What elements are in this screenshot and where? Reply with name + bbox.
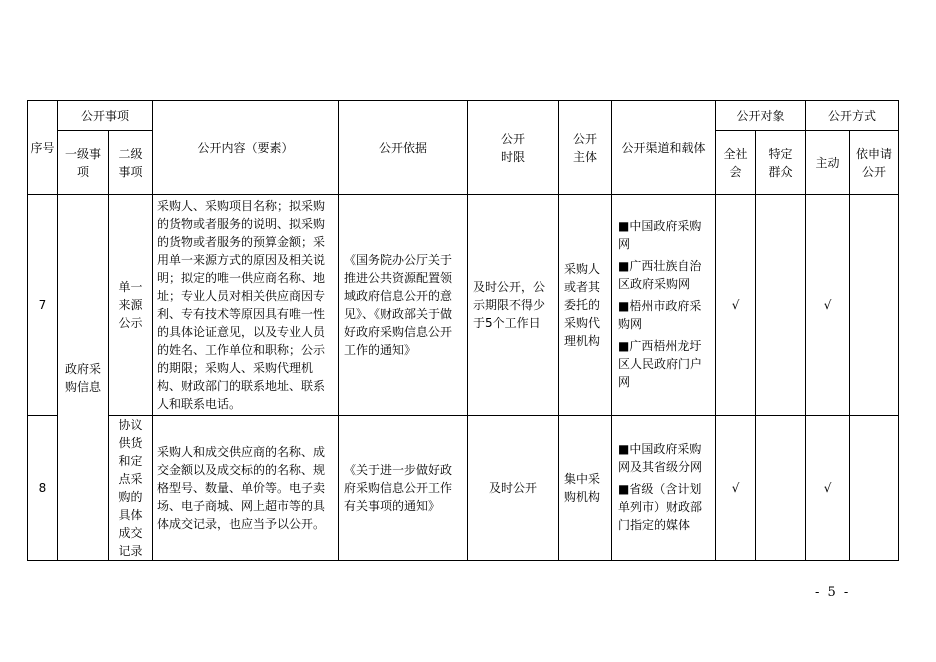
header-target: 公开对象 xyxy=(716,101,806,131)
header-subject xyxy=(559,101,612,195)
header-target-specific xyxy=(756,131,806,195)
channel-item: ■中国政府采购网 xyxy=(618,219,702,251)
header-subject-line1: 公开 xyxy=(573,131,598,146)
header-seq-text: 序号 xyxy=(30,140,55,155)
header-level2: 二级事项 xyxy=(109,131,153,195)
channel-item: ■省级（含计划单列市）财政部门指定的媒体 xyxy=(618,482,703,532)
row-target-specific xyxy=(756,195,806,416)
header-target-specific-line1: 特定 xyxy=(768,146,793,161)
header-level1: 一级事项 xyxy=(58,131,109,195)
row-channel xyxy=(612,195,716,416)
header-time-limit xyxy=(468,101,559,195)
header-subject-line2: 主体 xyxy=(573,149,598,164)
header-time-limit-line1: 公开 xyxy=(501,131,526,146)
row-time-limit: 及时公开 xyxy=(468,416,559,561)
header-seq xyxy=(28,101,58,195)
header-items: 公开事项 xyxy=(58,101,153,131)
row-method-active-check: √ xyxy=(806,416,850,561)
row-target-specific xyxy=(756,416,806,561)
table-row xyxy=(28,195,899,416)
header-method: 公开方式 xyxy=(806,101,899,131)
row-seq: 8 xyxy=(28,416,58,561)
header-content: 公开内容（要素） xyxy=(153,101,339,195)
header-target-all: 全社会 xyxy=(716,131,756,195)
header-method-apply: 依申请公开 xyxy=(850,131,899,195)
row-subject: 集中采购机构 xyxy=(559,416,612,561)
row-method-apply xyxy=(850,416,899,561)
row-level1: 政府采购信息 xyxy=(58,195,109,561)
row-time-limit: 及时公开，公示期限不得少于5个工作日 xyxy=(468,195,559,416)
header-channel: 公开渠道和载体 xyxy=(612,101,716,195)
row-level2: 单一来源公示 xyxy=(109,195,153,416)
row-target-all-check: √ xyxy=(716,195,756,416)
row-content: 采购人和成交供应商的名称、成交金额以及成交标的的名称、规格型号、数量、单价等。电子卖场、电子商城、网上超市等的具体成交记录，也应当予以公开。 xyxy=(153,416,339,561)
row-channel xyxy=(612,416,716,561)
header-target-specific-line2: 群众 xyxy=(768,164,793,179)
row-method-apply xyxy=(850,195,899,416)
row-basis: 《国务院办公厅关于推进公共资源配置领域政府信息公开的意见》、《财政部关于做好政府采购信息公开工作的通知》 xyxy=(339,195,468,416)
row-content: 采购人、采购项目名称；拟采购的货物或者服务的说明、拟采购的货物或者服务的预算金额；采用单一来源方式的原因及相关说明；拟定的唯一供应商名称、地址；专业人员对相关供应商因专利、专有技术等原因具有唯一性的具体论证意见，以及专业人员的姓名、工作单位和职称；公示的期限；采购人、采购代理机构、财政部门的联系地址、联系人和联系电话。 xyxy=(153,195,339,416)
row-method-active-check: √ xyxy=(806,195,850,416)
table-row xyxy=(28,416,899,561)
row-target-all-check: √ xyxy=(716,416,756,561)
disclosure-table xyxy=(27,100,899,561)
page-number: - 5 - xyxy=(815,585,851,600)
row-basis: 《关于进一步做好政府采购信息公开工作有关事项的通知》 xyxy=(339,416,468,561)
row-seq: 7 xyxy=(28,195,58,416)
header-time-limit-line2: 时限 xyxy=(501,149,526,164)
channel-item: ■中国政府采购网及其省级分网 xyxy=(618,442,703,474)
header-basis: 公开依据 xyxy=(339,101,468,195)
row-level2: 协议供货和定点采购的具体成交记录 xyxy=(109,416,153,561)
row-subject: 采购人或者其委托的采购代理机构 xyxy=(559,195,612,416)
channel-item: ■广西壮族自治区政府采购网 xyxy=(618,259,702,291)
channel-item: ■广西梧州龙圩区人民政府门户网 xyxy=(618,339,703,389)
header-method-active: 主动 xyxy=(806,131,850,195)
channel-item: ■梧州市政府采购网 xyxy=(618,299,702,331)
